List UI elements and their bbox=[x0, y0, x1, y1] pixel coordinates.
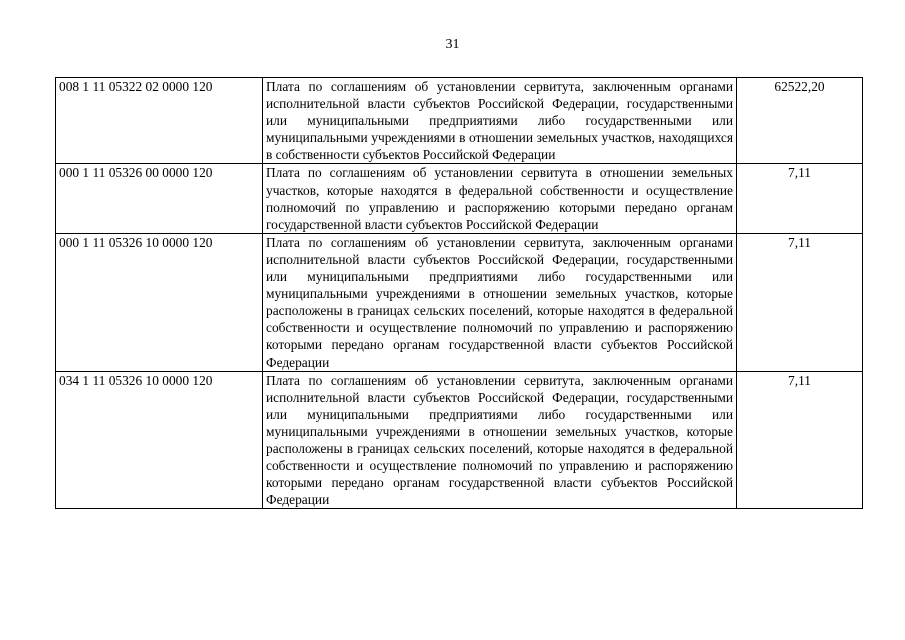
table-row bbox=[56, 371, 863, 509]
budget-code-cell: 000 1 11 05326 10 0000 120 bbox=[56, 233, 263, 371]
description-cell: Плата по соглашениям об установлении сервитута, заключенным органами исполнительной власти субъектов Российской Федерации, государственными или муниципальными предприятиями либо государственными или муниципальными учреждениями в отношении земельных участков, находящихся в собственности субъектов Российской Федерации bbox=[263, 78, 737, 164]
page-number: 31 bbox=[445, 37, 460, 52]
amount-cell: 62522,20 bbox=[737, 78, 863, 164]
budget-code-cell: 000 1 11 05326 00 0000 120 bbox=[56, 164, 263, 233]
revenue-table bbox=[55, 77, 863, 509]
amount-cell: 7,11 bbox=[737, 164, 863, 233]
budget-code-cell: 008 1 11 05322 02 0000 120 bbox=[56, 78, 263, 164]
amount-cell: 7,11 bbox=[737, 233, 863, 371]
budget-code-cell: 034 1 11 05326 10 0000 120 bbox=[56, 371, 263, 509]
table-row bbox=[56, 233, 863, 371]
description-cell: Плата по соглашениям об установлении сервитута, заключенным органами исполнительной власти субъектов Российской Федерации, государственными или муниципальными предприятиями либо государственными или муниципальными учреждениями в отношении земельных участков, которые расположены в границах сельских поселений, которые находятся в федеральной собственности и осуществление полномочий по управлению и распоряжению которыми передано органам государственной власти субъектов Российской Федерации bbox=[263, 371, 737, 509]
table-row bbox=[56, 164, 863, 233]
amount-cell: 7,11 bbox=[737, 371, 863, 509]
description-cell: Плата по соглашениям об установлении сервитута в отношении земельных участков, которые находятся в федеральной собственности и осуществление полномочий по управлению и распоряжению которыми передано органам государственной власти субъектов Российской Федерации bbox=[263, 164, 737, 233]
description-cell: Плата по соглашениям об установлении сервитута, заключенным органами исполнительной власти субъектов Российской Федерации, государственными или муниципальными предприятиями либо государственными или муниципальными учреждениями в отношении земельных участков, которые расположены в границах сельских поселений, которые находятся в федеральной собственности и осуществление полномочий по управлению и распоряжению которыми передано органам государственной власти субъектов Российской Федерации bbox=[263, 233, 737, 371]
table-row bbox=[56, 78, 863, 164]
